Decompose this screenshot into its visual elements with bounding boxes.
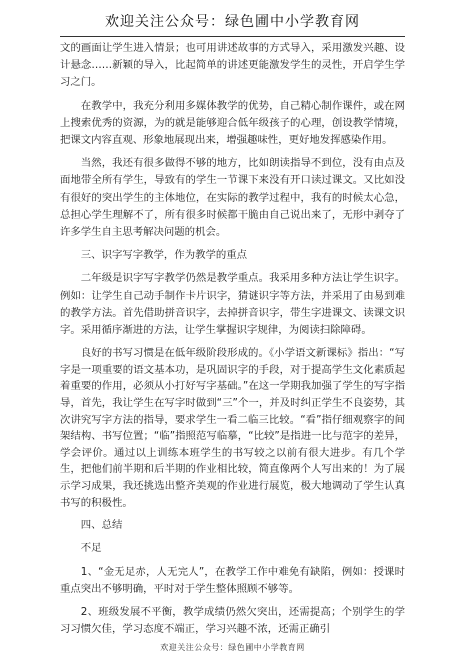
document-body xyxy=(60,40,405,638)
section-heading-literacy: 三、识字写字教学，作为教学的重点 xyxy=(80,249,248,262)
paragraph-shortcomings: 当然，我还有很多做得不够的地方，比如朗读指导不到位，没有由点及面地带全所有学生，导致有的学生一节课下来没有开口读过课文。又比如没有很好的突出学生的主体地位，在实际的教学过程中，我有的时候太心急，总担心学生理解不了，所有很多时候都干脆由自己说出来了，无形中剥夺了许多学生自主思考解决问题的机会。 xyxy=(60,157,405,239)
paragraph-writing-habits: 良好的书写习惯是在低年级阶段形成的。《小学语文新课标》指出：“写字是一项重要的语文基本功，是巩固识字的手段，对于提高学生文化素质起着重要的作用，必须从小打好写字基础。”在这一学期我加强了学生的写字指导，首先，我让学生在写字时做到“三”个一，并及时纠正学生不良姿势，其次讲究写字方法的指导，要求学生一看二临三比较。“看”指仔细观察字的间架结构、书写位置；“临”指照范写临摹，“比较”是指进一比与范字的差异，学会评价。通过以上训练本班学生的书写较之以前有很大进步。有几个学生，把他们前半期和后半期的作业相比较，简直像两个人写出来的！为了展示学习成果，我还挑选出整齐美观的作业进行展览，极大地调动了学生认真书写的积极性。 xyxy=(60,347,405,509)
paragraph-deficiency-2: 2、班级发展不平衡，教学成绩仍然欠突出，还需提高；个别学生的学习习惯欠佳，学习态度不端正，学习兴趣不浓，还需正确引 xyxy=(60,606,405,636)
paragraph-multimedia: 在教学中，我充分利用多媒体教学的优势，自己精心制作课件，或在网上搜索优秀的资源，为的就是能够迎合低年级孩子的心理，创设教学情境，把课文内容直观、形象地展现出来，增强趣味性，更好地发挥感染作用。 xyxy=(60,99,405,147)
section-heading-summary: 四、总结 xyxy=(80,519,123,532)
page-header xyxy=(60,0,405,37)
subheading-deficiencies: 不足 xyxy=(80,542,102,555)
paragraph-literacy-methods: 二年级是识字写字教学仍然是教学重点。我采用多种方法让学生识字。例如：让学生自己动手制作卡片识字，猜谜识字等方法，并采用了由易到难的教学方法。首先借助拼音识字，去掉拼音识字，带生字进课文、读课文识字。采用循序渐进的方法，让学生掌握识字规律，为阅读扫除障碍。 xyxy=(60,272,405,337)
paragraph-deficiency-1: 1、“金无足赤，人无完人”，在教学工作中难免有缺陷，例如：授课时重点突出不够明确，平时对于学生整体照顾不够等。 xyxy=(60,565,405,595)
footer-text: 欢迎关注公众号：绿色圃中小学教育网 xyxy=(160,643,305,652)
paragraph-intro-continuation: 文的画面让学生进入情景；也可用讲述故事的方式导入，采用激发兴趣、设计悬念……新颖的导入，比起简单的讲述更能激发学生的灵性，开启学生学习之门。 xyxy=(60,42,405,89)
page-footer xyxy=(0,642,465,653)
header-title: 欢迎关注公众号：绿色圃中小学教育网 xyxy=(105,14,360,30)
